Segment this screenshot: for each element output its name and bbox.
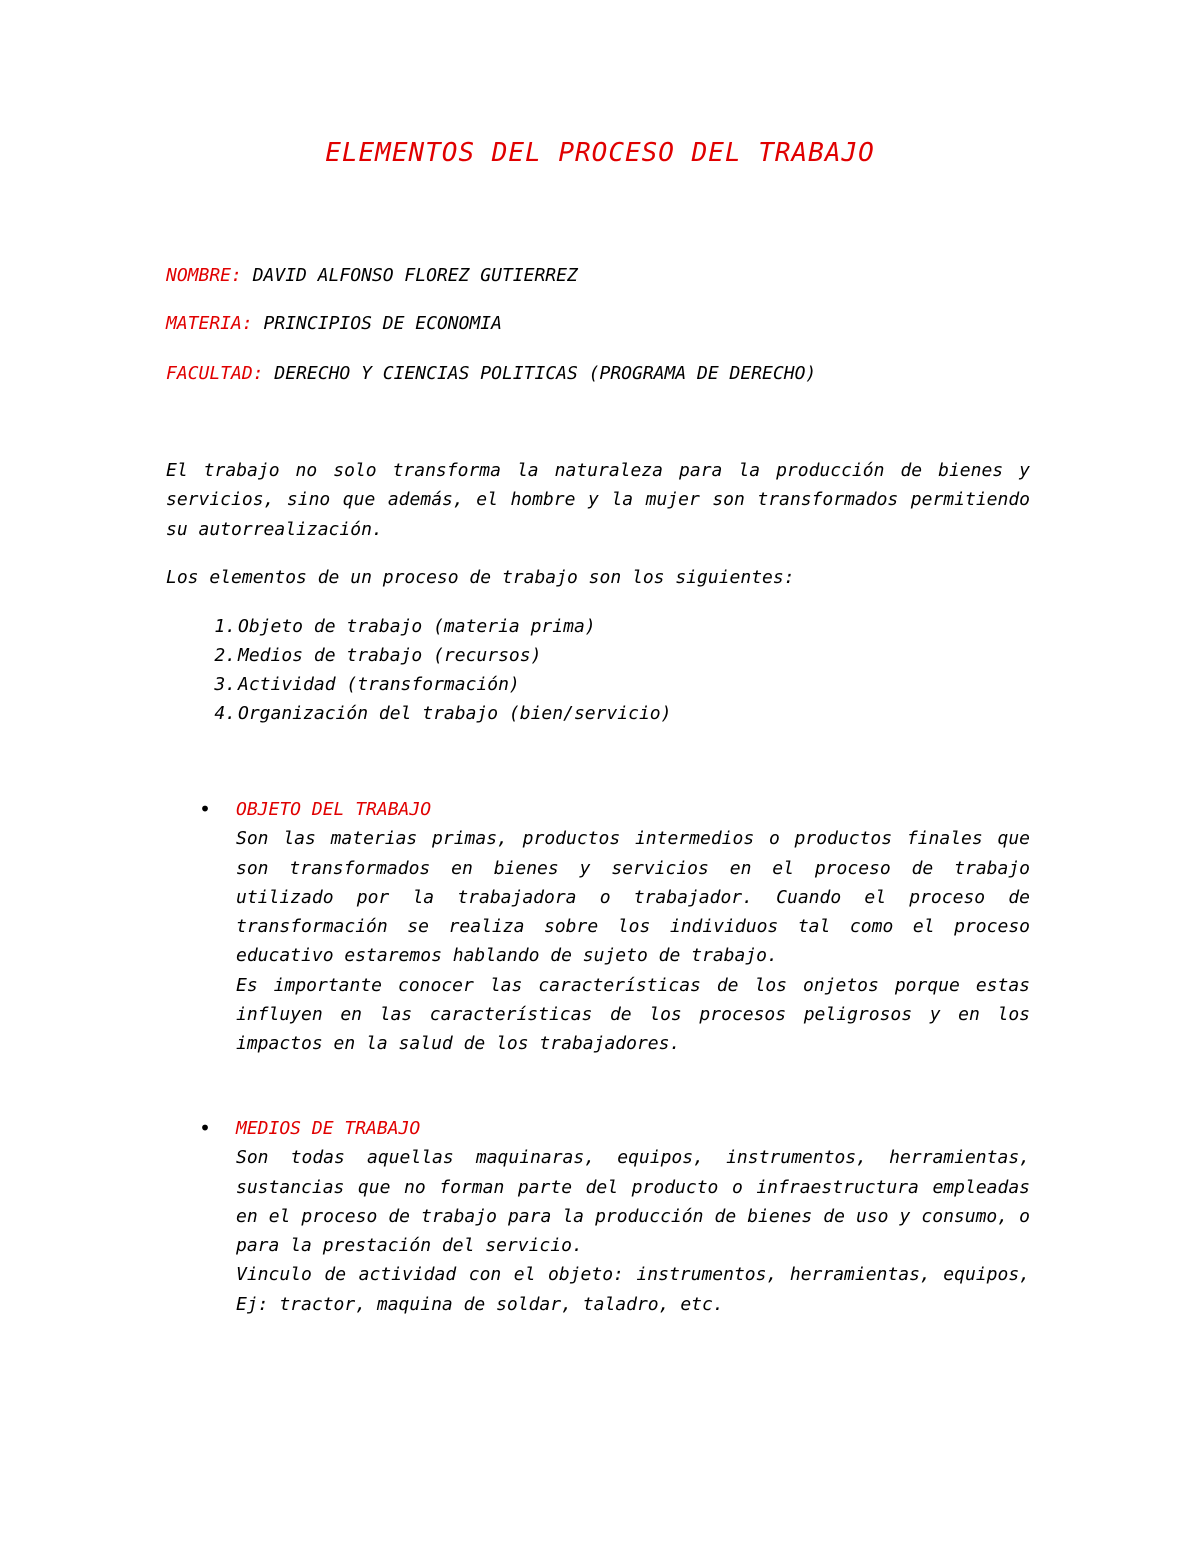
section-heading: OBJETO DEL TRABAJO (236, 799, 432, 820)
nombre-line (166, 264, 578, 288)
page-title: ELEMENTOS DEL PROCESO DEL TRABAJO (325, 138, 875, 168)
list-item (166, 612, 1030, 641)
nombre-label: NOMBRE: (166, 265, 242, 286)
section-paragraph: Vinculo de actividad con el objeto: instrumentos, herramientas, equipos, Ej: tractor, maquina de soldar, taladro, etc. (236, 1264, 1030, 1315)
list-item-number: 3. (214, 674, 236, 695)
list-item-number: 1. (214, 616, 236, 637)
intro-paragraph: El trabajo no solo transforma la naturaleza para la producción de bienes y servicios, sino que además, el hombre y la mujer son transformados permitiendo su autorrealización. (166, 460, 1030, 540)
section-paragraph: Son todas aquellas maquinaras, equipos, instrumentos, herramientas, sustancias que no forman parte del producto o infraestructura empleadas en el proceso de trabajo para la producción de bienes de uso y consumo, o para la prestación del servicio. (236, 1147, 1030, 1257)
list-intro: Los elementos de un proceso de trabajo son los siguientes: (166, 567, 795, 588)
bullet-icon: • (199, 797, 212, 821)
facultad-label: FACULTAD: (166, 363, 264, 384)
list-item (166, 641, 1030, 670)
list-item-text: Actividad (transformación) (238, 674, 520, 695)
section-objeto (199, 795, 1030, 1059)
materia-line (166, 312, 502, 336)
bullet-icon: • (199, 1116, 212, 1140)
nombre-value: DAVID ALFONSO FLOREZ GUTIERREZ (252, 265, 578, 286)
list-item (166, 699, 1030, 728)
list-item-text: Organización del trabajo (bien/servicio) (238, 703, 672, 724)
list-item-number: 2. (214, 645, 236, 666)
facultad-line (166, 362, 816, 386)
section-medios (199, 1114, 1030, 1319)
section-paragraph: Son las materias primas, productos intermedios o productos finales que son transformados en bienes y servicios en el proceso de trabajo utilizado por la trabajadora o trabajador. Cuando el proceso de transformación se realiza sobre los individuos tal como el proceso educativo estaremos hablando de sujeto de trabajo. (236, 828, 1030, 967)
elements-list (166, 612, 1030, 728)
facultad-value: DERECHO Y CIENCIAS POLITICAS (PROGRAMA DE DERECHO) (274, 363, 817, 384)
materia-label: MATERIA: (166, 313, 253, 334)
list-item-text: Medios de trabajo (recursos) (238, 645, 542, 666)
materia-value: PRINCIPIOS DE ECONOMIA (263, 313, 502, 334)
list-item-text: Objeto de trabajo (materia prima) (238, 616, 596, 637)
section-paragraph: Es importante conocer las características de los onjetos porque estas influyen en las características de los procesos peligrosos y en los impactos en la salud de los trabajadores. (236, 974, 1030, 1055)
section-heading: MEDIOS DE TRABAJO (236, 1118, 421, 1139)
list-item (166, 670, 1030, 699)
list-item-number: 4. (214, 703, 236, 724)
